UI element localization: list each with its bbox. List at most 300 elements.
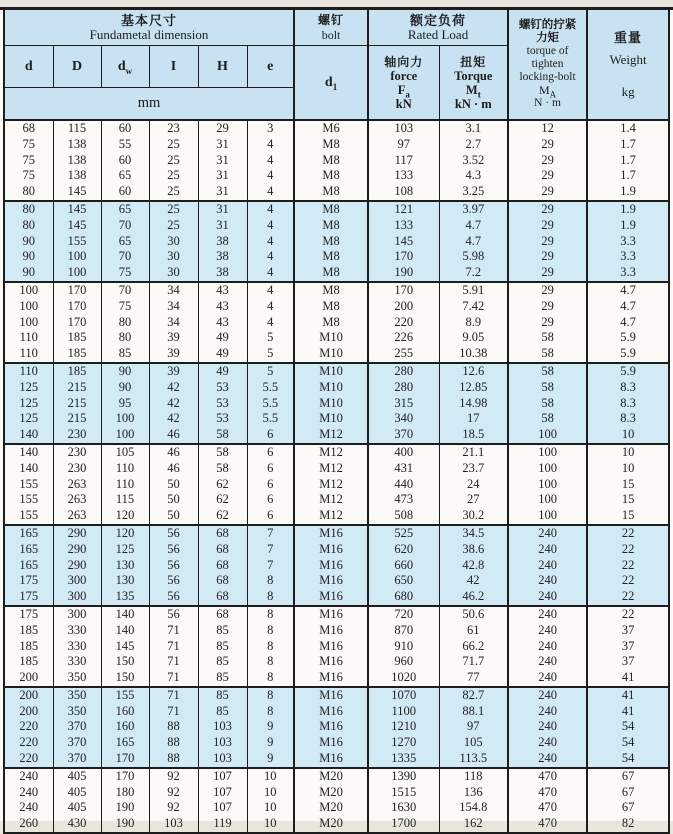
table-cell: 136 [439, 785, 508, 801]
table-cell: 3.1 [439, 120, 508, 137]
table-cell: 38 [198, 234, 247, 250]
table-cell: 85 [198, 670, 247, 687]
table-cell: 34 [149, 299, 198, 315]
table-cell: 58 [508, 346, 587, 363]
table-cell: M16 [294, 719, 368, 735]
table-cell: 240 [508, 654, 587, 670]
table-cell: M12 [294, 477, 368, 493]
table-cell: 29 [508, 234, 587, 250]
table-cell: 53 [198, 380, 247, 396]
table-row [4, 444, 669, 461]
table-cell: 100 [4, 299, 53, 315]
table-row [4, 168, 669, 184]
table-cell: 470 [508, 768, 587, 785]
table-cell: 165 [101, 735, 149, 751]
table-cell: 82 [621, 816, 635, 831]
torque-en: Torque [454, 68, 493, 83]
table-cell: 25 [149, 153, 198, 169]
table-cell: 170 [101, 768, 149, 785]
table-cell: 220 [4, 751, 53, 768]
table-cell: 58 [508, 363, 587, 380]
table-cell: 155 [101, 687, 149, 704]
table-cell: 133 [368, 218, 439, 234]
table-cell: M16 [294, 639, 368, 655]
table-cell: 113.5 [439, 751, 508, 768]
table-cell: 255 [368, 346, 439, 363]
table-cell: M10 [294, 396, 368, 412]
table-cell: M8 [294, 184, 368, 201]
table-row [4, 816, 669, 833]
table-cell: 50 [149, 477, 198, 493]
table-cell: 145 [53, 218, 101, 234]
table-cell: M8 [294, 218, 368, 234]
locking-torque-en-line3: locking-bolt [519, 70, 576, 83]
mm-unit-cell: mm [4, 88, 294, 121]
table-cell: 525 [368, 525, 439, 542]
table-cell: 120 [101, 525, 149, 542]
table-cell: 15 [621, 492, 635, 507]
table-cell: 155 [4, 477, 53, 493]
table-cell: 3 [247, 120, 294, 137]
table-cell: M8 [294, 265, 368, 282]
rated-load-zh: 额定负荷 [410, 12, 467, 28]
table-cell: M8 [294, 299, 368, 315]
table-cell: 23.7 [439, 461, 508, 477]
table-cell: 22 [621, 573, 635, 588]
col-label-d: d [4, 46, 53, 88]
table-cell: 22 [621, 589, 635, 604]
table-cell: 9.05 [439, 330, 508, 346]
table-cell: 175 [4, 606, 53, 623]
table-cell: 7 [247, 525, 294, 542]
table-cell: M16 [294, 654, 368, 670]
header-rated-load [368, 8, 508, 46]
table-cell: 66.2 [439, 639, 508, 655]
table-cell: 8 [247, 704, 294, 720]
table-header [4, 8, 669, 120]
table-cell: 43 [198, 299, 247, 315]
table-cell: 37 [621, 654, 635, 669]
table-cell: 108 [368, 184, 439, 201]
table-cell: 75 [101, 299, 149, 315]
table-cell: 90 [4, 234, 53, 250]
table-cell: 6 [247, 461, 294, 477]
table-cell: 140 [4, 461, 53, 477]
table-cell: 103 [198, 719, 247, 735]
table-cell: 140 [101, 623, 149, 639]
table-cell: M16 [294, 687, 368, 704]
table-cell: M20 [294, 800, 368, 816]
table-cell: 80 [101, 330, 149, 346]
table-cell: 330 [53, 623, 101, 639]
table-cell: 5 [247, 346, 294, 363]
table-row [4, 427, 669, 444]
table-cell: 67 [621, 800, 635, 815]
table-cell: 25 [149, 137, 198, 153]
table-cell: 170 [368, 282, 439, 299]
table-cell: 58 [508, 396, 587, 412]
table-cell: 105 [439, 735, 508, 751]
table-cell: 315 [368, 396, 439, 412]
table-cell: 75 [4, 153, 53, 169]
table-cell: 71 [149, 670, 198, 687]
table-cell: 54 [621, 735, 635, 750]
table-cell: 9 [247, 735, 294, 751]
table-cell: 1210 [368, 719, 439, 735]
table-cell: 10 [247, 800, 294, 816]
table-cell: 7.42 [439, 299, 508, 315]
table-cell: 110 [4, 346, 53, 363]
torque-unit: kN · m [454, 96, 492, 111]
table-row [4, 492, 669, 508]
table-cell: 240 [4, 785, 53, 801]
table-cell: 42.8 [439, 558, 508, 574]
table-cell: 240 [508, 623, 587, 639]
table-cell: 240 [508, 670, 587, 687]
table-cell: 68 [198, 606, 247, 623]
table-cell: 125 [4, 396, 53, 412]
table-cell: 200 [368, 299, 439, 315]
table-cell: 263 [53, 508, 101, 525]
table-cell: 49 [198, 330, 247, 346]
table-cell: 470 [508, 800, 587, 816]
table-cell: 110 [101, 461, 149, 477]
table-cell: M8 [294, 168, 368, 184]
table-cell: 54 [621, 751, 635, 766]
table-cell: 115 [53, 120, 101, 137]
table-cell: 103 [198, 735, 247, 751]
table-cell: 4 [247, 168, 294, 184]
table-cell: 1.4 [620, 121, 636, 135]
table-cell: 138 [53, 153, 101, 169]
table-cell: 97 [439, 719, 508, 735]
table-cell: 175 [4, 589, 53, 606]
table-cell: 100 [53, 265, 101, 282]
table-cell: 230 [53, 427, 101, 444]
table-cell: 29 [508, 315, 587, 331]
table-cell: M16 [294, 735, 368, 751]
table-row [4, 461, 669, 477]
table-cell: 220 [4, 719, 53, 735]
table-cell: 29 [508, 201, 587, 218]
weight-unit: kg [621, 83, 635, 99]
table-cell: 30 [149, 234, 198, 250]
table-cell: 350 [53, 670, 101, 687]
table-cell: 340 [368, 411, 439, 427]
table-cell: 8 [247, 573, 294, 589]
table-cell: 50.6 [439, 606, 508, 623]
table-cell: 4 [247, 315, 294, 331]
table-row [4, 282, 669, 299]
table-cell: 21.1 [439, 444, 508, 461]
table-cell: M16 [294, 670, 368, 687]
table-cell: 263 [53, 477, 101, 493]
table-cell: 8.3 [620, 379, 636, 394]
table-cell: 100 [508, 427, 587, 444]
locking-torque-en-line2: tighten [531, 57, 564, 70]
table-cell: 3.25 [439, 184, 508, 201]
table-cell: 41 [621, 670, 635, 685]
table-row [4, 639, 669, 655]
table-cell: 175 [4, 573, 53, 589]
table-cell: M10 [294, 363, 368, 380]
table-row [4, 542, 669, 558]
table-cell: 115 [101, 492, 149, 508]
table-row [4, 299, 669, 315]
table-cell: 1.9 [620, 217, 636, 232]
table-cell: 200 [4, 687, 53, 704]
table-cell: 3.3 [620, 249, 636, 264]
table-cell: M8 [294, 201, 368, 218]
table-row [4, 687, 669, 704]
table-cell: 80 [4, 218, 53, 234]
table-cell: 38 [198, 249, 247, 265]
table-cell: 263 [53, 492, 101, 508]
table-cell: 70 [101, 282, 149, 299]
table-cell: 58 [508, 411, 587, 427]
table-cell: 103 [368, 120, 439, 137]
table-cell: 110 [4, 330, 53, 346]
table-cell: 54 [621, 719, 635, 734]
table-cell: 6 [247, 492, 294, 508]
table-cell: 5 [247, 363, 294, 380]
table-cell: 61 [439, 623, 508, 639]
table-cell: 910 [368, 639, 439, 655]
table-cell: 220 [368, 315, 439, 331]
table-cell: 110 [101, 477, 149, 493]
table-cell: M20 [294, 768, 368, 785]
table-cell: 68 [198, 525, 247, 542]
table-cell: 29 [508, 282, 587, 299]
table-row [4, 704, 669, 720]
table-cell: 140 [4, 427, 53, 444]
table-cell: 240 [508, 525, 587, 542]
table-cell: 370 [53, 719, 101, 735]
table-cell: 8 [247, 589, 294, 606]
table-cell: 300 [53, 573, 101, 589]
table-cell: 431 [368, 461, 439, 477]
table-cell: 105 [101, 444, 149, 461]
table-cell: 70 [101, 218, 149, 234]
table-cell: 138 [53, 137, 101, 153]
table-cell: 220 [4, 735, 53, 751]
table-cell: 370 [368, 427, 439, 444]
table-cell: 405 [53, 800, 101, 816]
table-cell: 34.5 [439, 525, 508, 542]
weight-en: Weight [609, 51, 647, 67]
table-cell: 107 [198, 785, 247, 801]
table-row [4, 477, 669, 493]
table-cell: 3.52 [439, 153, 508, 169]
table-cell: 34 [149, 282, 198, 299]
table-cell: 85 [101, 346, 149, 363]
table-cell: 1100 [368, 704, 439, 720]
table-cell: 4.7 [439, 218, 508, 234]
table-cell: 46 [149, 427, 198, 444]
table-cell: 154.8 [439, 800, 508, 816]
table-cell: 8 [247, 623, 294, 639]
table-cell: 30 [149, 249, 198, 265]
table-cell: 170 [53, 282, 101, 299]
table-cell: M16 [294, 623, 368, 639]
table-cell: 30 [149, 265, 198, 282]
table-cell: 8.9 [439, 315, 508, 331]
table-cell: 56 [149, 558, 198, 574]
table-row [4, 719, 669, 735]
table-cell: 15 [621, 508, 635, 523]
axial-force-zh: 轴向力 [384, 54, 424, 69]
table-cell: 88 [149, 719, 198, 735]
table-cell: 119 [198, 816, 247, 833]
table-cell: 38.6 [439, 542, 508, 558]
table-cell: 53 [198, 411, 247, 427]
table-cell: 1390 [368, 768, 439, 785]
table-cell: 2.7 [439, 137, 508, 153]
table-cell: 46.2 [439, 589, 508, 606]
table-cell: 107 [198, 768, 247, 785]
scanned-specification-table-page [0, 7, 673, 831]
table-cell: 1.9 [587, 201, 669, 218]
table-cell: 4 [247, 201, 294, 218]
bolt-zh: 螺钉 [318, 12, 345, 27]
table-cell: 680 [368, 589, 439, 606]
table-cell: 185 [4, 639, 53, 655]
table-row [4, 785, 669, 801]
table-cell: 118 [439, 768, 508, 785]
table-cell: 4 [247, 153, 294, 169]
table-cell: 53 [198, 396, 247, 412]
table-cell: M10 [294, 411, 368, 427]
table-cell: 10 [247, 785, 294, 801]
table-cell: 240 [508, 687, 587, 704]
table-cell: 1020 [368, 670, 439, 687]
table-cell: 1515 [368, 785, 439, 801]
table-row [4, 525, 669, 542]
table-cell: 170 [368, 249, 439, 265]
table-cell: 56 [149, 542, 198, 558]
table-cell: 405 [53, 785, 101, 801]
table-cell: 6 [247, 427, 294, 444]
table-cell: 9 [247, 719, 294, 735]
table-row [4, 153, 669, 169]
table-cell: 200 [4, 670, 53, 687]
table-cell: 25 [149, 184, 198, 201]
table-cell: 58 [198, 444, 247, 461]
table-cell: 67 [587, 768, 669, 785]
table-cell: 22 [621, 541, 635, 556]
table-cell: 62 [198, 508, 247, 525]
table-cell: 280 [368, 380, 439, 396]
table-cell: 135 [101, 589, 149, 606]
table-cell: 100 [101, 411, 149, 427]
table-row [4, 249, 669, 265]
table-cell: 27 [439, 492, 508, 508]
table-cell: 82.7 [439, 687, 508, 704]
table-body [4, 120, 669, 833]
table-cell: 145 [368, 234, 439, 250]
table-row [4, 623, 669, 639]
table-row [4, 558, 669, 574]
table-cell: 60 [101, 120, 149, 137]
table-cell: 290 [53, 525, 101, 542]
table-row [4, 380, 669, 396]
table-cell: 121 [368, 201, 439, 218]
table-cell: 160 [101, 719, 149, 735]
table-cell: 58 [508, 330, 587, 346]
table-cell: 68 [198, 573, 247, 589]
table-cell: 215 [53, 411, 101, 427]
col-label-I: I [149, 46, 198, 88]
table-cell: 150 [101, 654, 149, 670]
table-cell: 42 [149, 411, 198, 427]
table-row [4, 234, 669, 250]
table-row [4, 411, 669, 427]
table-cell: 100 [508, 444, 587, 461]
table-cell: 215 [53, 380, 101, 396]
table-cell: M8 [294, 234, 368, 250]
table-cell: 240 [508, 606, 587, 623]
table-cell: 14.98 [439, 396, 508, 412]
table-cell: 90 [4, 265, 53, 282]
table-cell: 12.6 [439, 363, 508, 380]
table-cell: 1335 [368, 751, 439, 768]
table-cell: 85 [198, 704, 247, 720]
table-row [4, 265, 669, 282]
header-weight [587, 8, 669, 120]
table-cell: 4.3 [439, 168, 508, 184]
table-cell: 67 [621, 784, 635, 799]
table-cell: 17 [439, 411, 508, 427]
table-row [4, 606, 669, 623]
table-cell: 39 [149, 363, 198, 380]
table-cell: 88 [149, 751, 198, 768]
table-cell: 430 [53, 816, 101, 833]
table-cell: 370 [53, 735, 101, 751]
table-cell: 43 [198, 282, 247, 299]
table-cell: 58 [198, 427, 247, 444]
table-cell: 31 [198, 137, 247, 153]
table-cell: M16 [294, 542, 368, 558]
table-cell: 29 [508, 153, 587, 169]
table-row [4, 654, 669, 670]
table-cell: 70 [101, 249, 149, 265]
table-cell: 37 [621, 638, 635, 653]
table-cell: 49 [198, 346, 247, 363]
table-cell: 405 [53, 768, 101, 785]
table-cell: M20 [294, 816, 368, 833]
fundamental-dimension-en: Fundametal dimension [89, 26, 209, 42]
table-cell: 230 [53, 444, 101, 461]
table-cell: 370 [53, 751, 101, 768]
table-cell: 150 [101, 670, 149, 687]
table-cell: 620 [368, 542, 439, 558]
table-cell: 240 [508, 589, 587, 606]
table-cell: 10 [587, 444, 669, 461]
table-cell: 130 [101, 558, 149, 574]
table-cell: M10 [294, 346, 368, 363]
table-cell: 10 [247, 768, 294, 785]
axial-force-en: force [390, 68, 418, 83]
locking-torque-en-line1: torque of [526, 44, 569, 57]
table-cell: 43 [198, 315, 247, 331]
table-cell: 65 [101, 201, 149, 218]
table-cell: M8 [294, 153, 368, 169]
table-cell: M16 [294, 704, 368, 720]
table-cell: 8 [247, 606, 294, 623]
table-cell: 50 [149, 492, 198, 508]
table-cell: 180 [101, 785, 149, 801]
table-cell: M8 [294, 137, 368, 153]
